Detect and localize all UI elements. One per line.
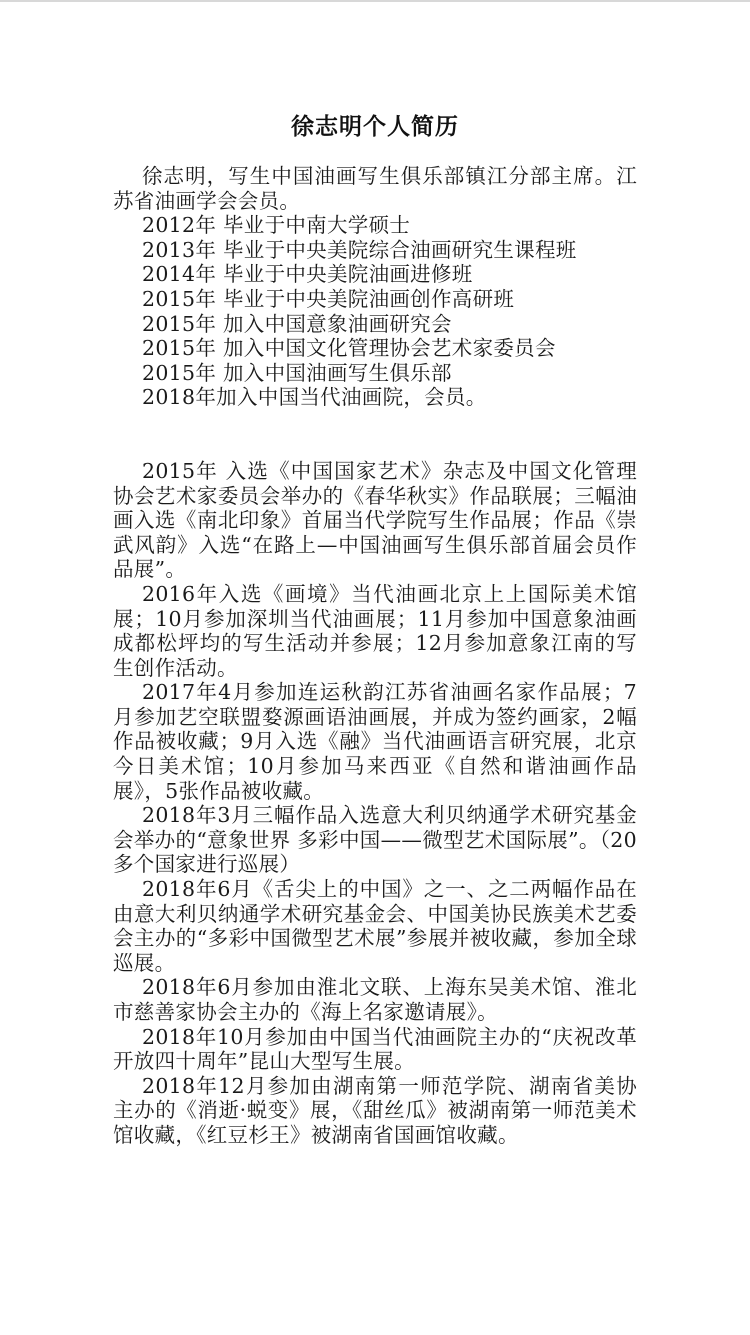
education-list [113, 213, 637, 410]
document-title: 徐志明个人简历 [291, 114, 459, 140]
list-item: 2012年 毕业于中南大学硕士 [142, 213, 411, 238]
list-item: 2018年加入中国当代油画院，会员。 [142, 385, 487, 410]
top-divider [0, 0, 750, 2]
exhibitions-section [113, 459, 637, 1148]
list-item: 2015年 毕业于中央美院油画创作高研班 [142, 286, 515, 311]
list-item: 2015年 加入中国文化管理协会艺术家委员会 [142, 336, 556, 361]
list-item: 2015年 加入中国意象油画研究会 [142, 311, 452, 336]
exhibition-paragraph-2018-10: 2018年10月参加由中国当代油画院主办的“庆祝改革开放四十周年”昆山大型写生展。 [113, 1024, 637, 1074]
exhibition-paragraph-2018-03: 2018年3月三幅作品入选意大利贝纳通学术研究基金会举办的“意象世界 多彩中国——微型艺术国际展”。（20多个国家进行巡展） [113, 803, 637, 877]
intro-paragraph: 徐志明，写生中国油画写生俱乐部镇江分部主席。江苏省油画学会会员。 [113, 164, 637, 213]
exhibition-paragraph-2018-06a: 2018年6月《舌尖上的中国》之一、之二两幅作品在由意大利贝纳通学术研究基金会、中国美协民族美术艺委会主办的“多彩中国微型艺术展”参展并被收藏，参加全球巡展。 [113, 877, 637, 975]
exhibition-paragraph-2018-06b: 2018年6月参加由淮北文联、上海东吴美术馆、淮北市慈善家协会主办的《海上名家邀请展》。 [113, 975, 637, 1024]
list-item: 2015年 加入中国油画写生俱乐部 [142, 360, 452, 385]
list-item: 2013年 毕业于中央美院综合油画研究生课程班 [142, 237, 577, 262]
exhibition-paragraph-2016: 2016年入选《画境》当代油画北京上上国际美术馆展；10月参加深圳当代油画展；11月参加中国意象油画成都松坪均的写生活动并参展；12月参加意象江南的写生创作活动。 [113, 581, 637, 680]
list-item: 2014年 毕业于中央美院油画进修班 [142, 262, 473, 287]
exhibition-paragraph-2015: 2015年 入选《中国国家艺术》杂志及中国文化管理协会艺术家委员会举办的《春华秋实》作品联展；三幅油画入选《南北印象》首届当代学院写生作品展；作品《崇武风韵》入选“在路上—中国油画写生俱乐部首届会员作品展”。 [113, 458, 637, 582]
section-spacer [113, 410, 637, 459]
exhibition-paragraph-2018-12: 2018年12月参加由湖南第一师范学院、湖南省美协主办的《消逝·蜕变》展，《甜丝瓜》被湖南第一师范美术馆收藏，《红豆杉王》被湖南省国画馆收藏。 [113, 1073, 637, 1147]
exhibition-paragraph-2017: 2017年4月参加连运秋韵江苏省油画名家作品展；7月参加艺空联盟婺源画语油画展，并成为签约画家，2幅作品被收藏；9月入选《融》当代油画语言研究展，北京今日美术馆；10月参加马来西亚《自然和谐油画作品展》，5张作品被收藏。 [113, 680, 637, 803]
resume-body [113, 164, 637, 1148]
